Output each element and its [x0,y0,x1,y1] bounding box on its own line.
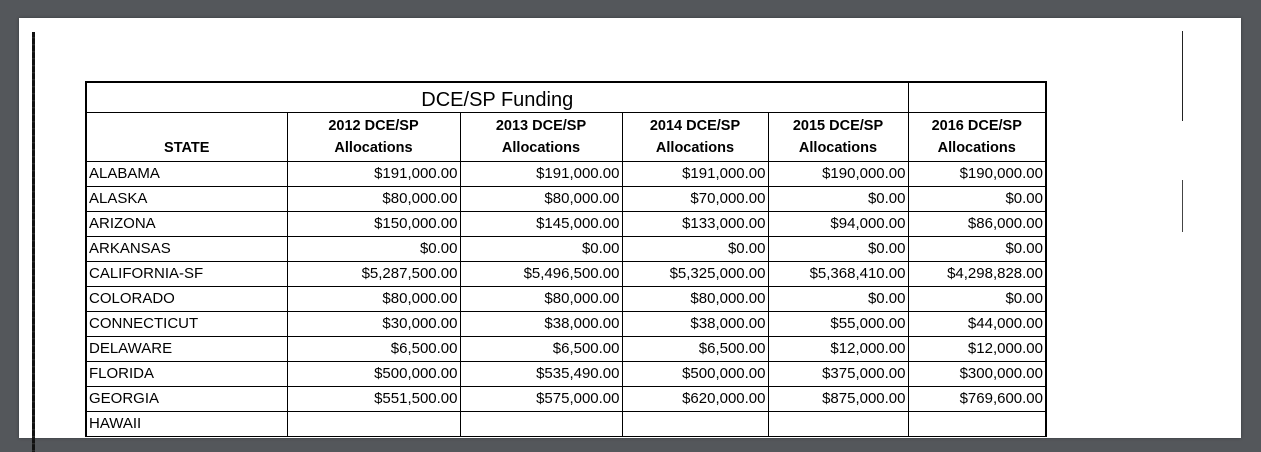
allocation-2013: $575,000.00 [460,387,622,412]
column-header-2012 [287,113,460,162]
column-header-line2: Allocations [937,140,1016,156]
allocation-2014: $0.00 [622,237,768,262]
allocation-2016 [908,412,1046,437]
allocation-2012: $5,287,500.00 [287,262,460,287]
allocation-2014: $133,000.00 [622,212,768,237]
allocation-2012: $0.00 [287,237,460,262]
table-row [86,212,1046,237]
table-row [86,262,1046,287]
allocation-2014: $620,000.00 [622,387,768,412]
table-title-row [86,82,1046,113]
allocation-2013: $6,500.00 [460,337,622,362]
allocation-2016: $44,000.00 [908,312,1046,337]
table-row [86,287,1046,312]
allocation-2012: $500,000.00 [287,362,460,387]
column-header-state [86,113,287,162]
column-header-2015 [768,113,908,162]
allocation-2015: $55,000.00 [768,312,908,337]
column-header-line1: 2016 DCE/SP [931,118,1022,134]
allocation-2015: $190,000.00 [768,162,908,187]
table-title-blank [908,82,1046,113]
allocation-2016: $0.00 [908,237,1046,262]
allocation-2012 [287,412,460,437]
state-cell: FLORIDA [86,362,287,387]
column-header-2016 [908,113,1046,162]
allocation-2014: $191,000.00 [622,162,768,187]
allocation-2015: $0.00 [768,287,908,312]
allocation-2015: $5,368,410.00 [768,262,908,287]
allocation-2016: $769,600.00 [908,387,1046,412]
allocation-2014: $6,500.00 [622,337,768,362]
allocation-2016: $190,000.00 [908,162,1046,187]
allocation-2015: $0.00 [768,187,908,212]
allocation-2013: $80,000.00 [460,287,622,312]
allocation-2012: $551,500.00 [287,387,460,412]
table-row [86,312,1046,337]
column-header-line2: Allocations [655,140,735,156]
allocation-2012: $150,000.00 [287,212,460,237]
column-header-line2: Allocations [501,140,581,156]
table-row [86,237,1046,262]
allocation-2015: $875,000.00 [768,387,908,412]
allocation-2012: $6,500.00 [287,337,460,362]
table-row [86,387,1046,412]
allocation-2012: $30,000.00 [287,312,460,337]
state-cell: GEORGIA [86,387,287,412]
table-row [86,362,1046,387]
allocation-2014: $5,325,000.00 [622,262,768,287]
allocation-2016: $0.00 [908,287,1046,312]
column-header-2013 [460,113,622,162]
funding-table [85,81,1047,437]
allocation-2015: $0.00 [768,237,908,262]
column-header-label: STATE [164,140,210,156]
allocation-2013: $5,496,500.00 [460,262,622,287]
allocation-2014: $500,000.00 [622,362,768,387]
allocation-2016: $4,298,828.00 [908,262,1046,287]
allocation-2014 [622,412,768,437]
column-header-line1: 2013 DCE/SP [495,118,587,134]
column-header-line1: 2015 DCE/SP [792,118,884,134]
scan-edge-left [32,32,35,452]
allocation-2016: $86,000.00 [908,212,1046,237]
allocation-2013 [460,412,622,437]
allocation-2013: $80,000.00 [460,187,622,212]
table-row-partial [86,412,1046,437]
allocation-2013: $191,000.00 [460,162,622,187]
allocation-2016: $300,000.00 [908,362,1046,387]
allocation-2013: $145,000.00 [460,212,622,237]
state-cell: HAWAII [86,412,287,437]
allocation-2013: $535,490.00 [460,362,622,387]
document-page [19,18,1241,438]
allocation-2012: $191,000.00 [287,162,460,187]
state-cell: DELAWARE [86,337,287,362]
state-cell: CONNECTICUT [86,312,287,337]
allocation-2012: $80,000.00 [287,187,460,212]
table-row [86,337,1046,362]
state-cell: COLORADO [86,287,287,312]
column-header-line2: Allocations [334,140,413,156]
scan-edge-right [1182,31,1183,121]
state-cell: ARKANSAS [86,237,287,262]
allocation-2014: $70,000.00 [622,187,768,212]
table-title: DCE/SP Funding [86,82,908,113]
allocation-2013: $38,000.00 [460,312,622,337]
allocation-2016: $0.00 [908,187,1046,212]
allocation-2015: $12,000.00 [768,337,908,362]
state-cell: ALABAMA [86,162,287,187]
state-cell: ARIZONA [86,212,287,237]
allocation-2015 [768,412,908,437]
column-header-line1: 2014 DCE/SP [649,118,741,134]
allocation-2015: $375,000.00 [768,362,908,387]
allocation-2012: $80,000.00 [287,287,460,312]
table-row [86,162,1046,187]
column-header-line2: Allocations [798,140,878,156]
allocation-2014: $38,000.00 [622,312,768,337]
table-row [86,187,1046,212]
allocation-2014: $80,000.00 [622,287,768,312]
state-cell: ALASKA [86,187,287,212]
column-header-line1: 2012 DCE/SP [328,118,419,134]
scan-edge-right-lower [1182,180,1183,232]
allocation-2013: $0.00 [460,237,622,262]
allocation-2016: $12,000.00 [908,337,1046,362]
column-header-2014 [622,113,768,162]
allocation-2015: $94,000.00 [768,212,908,237]
state-cell: CALIFORNIA-SF [86,262,287,287]
table-header-row [86,113,1046,162]
